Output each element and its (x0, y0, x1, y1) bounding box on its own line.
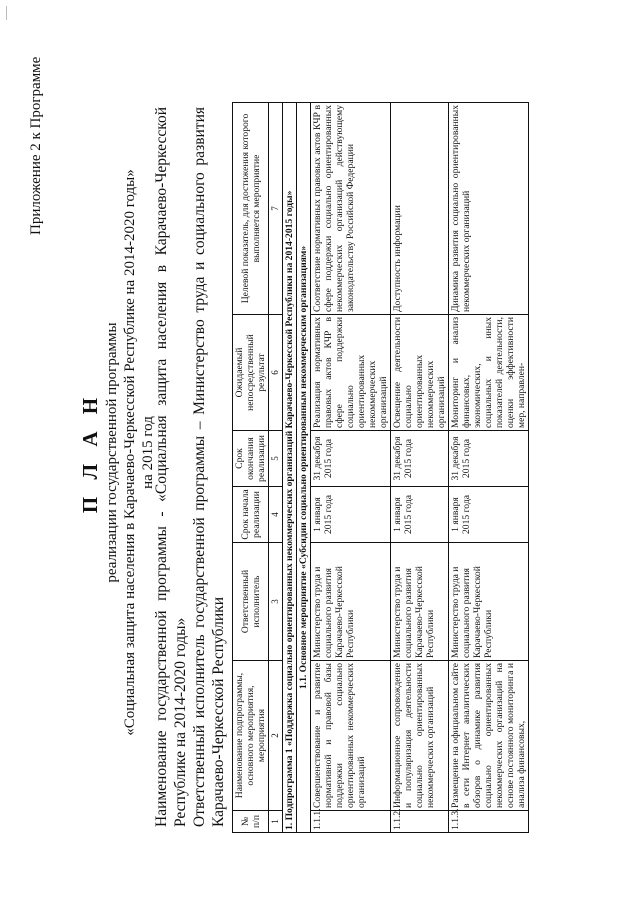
document-title: П Л А Н (78, 391, 102, 514)
title-line-1: реализации государственной программы (104, 322, 120, 583)
column-index: 1 (269, 811, 283, 833)
subprogram-row (283, 103, 297, 833)
row-result: Реализация нормативных правовых актов КЧР в сфере поддержки социально ориентированных некоммерческих организаций (311, 315, 391, 431)
subprogram-title: 1. Подпрограмма 1 «Поддержка социально ориентированных некоммерческих организаций Карачаево-Черкесской Республики на 2014-2015 годы» (283, 103, 297, 833)
program-name: Наименование государственной программы - «Социальная защита населения в Карачаево-Черкесской Республике на 2014-2020 годы» (153, 107, 189, 827)
header-name: Наименование подпрограммы, основного мероприятия, мероприятия (233, 661, 269, 811)
row-result: Мониторинг и анализ финансовых, экономических, социальных и иных показателей деятельности, оценки эффективности мер, направлен- (449, 315, 529, 431)
row-num: 1.1.1. (311, 811, 391, 833)
table-row (449, 103, 529, 833)
scan-mark (6, 6, 7, 20)
header-indicator: Целевой показатель, для достижения которого выполняется мероприятие (233, 103, 269, 315)
row-executor: Министерство труда и социального развития Карачаево-Черкесской Республики (449, 543, 529, 661)
row-result: Освещение деятельности социально ориентированных некоммерческих организаций (391, 315, 449, 431)
header-start: Срок начала реализации (233, 487, 269, 543)
column-index: 2 (269, 661, 283, 811)
table-header-row (233, 103, 269, 833)
row-executor: Министерство труда и социального развития Карачаево-Черкесской Республики (311, 543, 391, 661)
row-name: Совершенствование и развитие нормативной и правовой базы поддержки социально ориентированных некоммерческих организаций (311, 661, 391, 811)
row-name: Размещение на официальном сайте в сети Интернет аналитических обзоров о динамике развития социально ориентированных некоммерческих организаций на основе постоянного мониторинга и анализа финансовых, (449, 661, 529, 811)
title-line-3: на 2015 год (140, 416, 156, 489)
row-end: 31 декабря 2015 года (311, 431, 391, 487)
program-executor: Ответственный исполнитель государственной программы – Министерство труда и социального развития Карачаево-Черкесской Республики (191, 107, 227, 827)
header-result: Ожидаемый непосредственный результат (233, 315, 269, 431)
row-num: 1.1.2. (391, 811, 449, 833)
row-end: 31 декабря 2015 года (391, 431, 449, 487)
row-name: Информационное сопровождение и популяризация деятельности социально ориентированных некоммерческих организаций (391, 661, 449, 811)
column-index: 3 (269, 543, 283, 661)
title-block (78, 0, 157, 905)
main-measure-title: 1.1. Основное мероприятие «Субсидии социально ориентированным некоммерческим организациям» (297, 103, 311, 833)
plan-table (232, 102, 529, 833)
header-executor: Ответственный исполнитель (233, 543, 269, 661)
appendix-label: Приложение 2 к Программе (28, 56, 44, 235)
row-start: 1 января 2015 года (311, 487, 391, 543)
row-indicator: Соответствие нормативных правовых актов КЧР в сфере поддержки социально ориентированных некоммерческих организаций действующему законодательству Российской Федерации (311, 103, 391, 315)
row-start: 1 января 2015 года (391, 487, 449, 543)
column-index: 7 (269, 103, 283, 315)
header-num: № п/п (233, 811, 269, 833)
title-line-2: «Социальная защита населения в Карачаево-Черкесской Республике на 2014-2020 годы» (122, 169, 138, 736)
column-index-row (269, 103, 283, 833)
row-indicator: Динамика развития социально ориентированных некоммерческих организаций (449, 103, 529, 315)
row-indicator: Доступность информации (391, 103, 449, 315)
program-meta (152, 107, 228, 827)
row-executor: Министерство труда и социального развития Карачаево-Черкесской Республики (391, 543, 449, 661)
column-index: 6 (269, 315, 283, 431)
row-start: 1 января 2015 года (449, 487, 529, 543)
column-index: 4 (269, 487, 283, 543)
main-measure-row (297, 103, 311, 833)
column-index: 5 (269, 431, 283, 487)
header-end: Срок окончания реализации (233, 431, 269, 487)
table-row (391, 103, 449, 833)
row-end: 31 декабря 2015 года (449, 431, 529, 487)
table-row (311, 103, 391, 833)
row-num: 1.1.3. (449, 811, 529, 833)
